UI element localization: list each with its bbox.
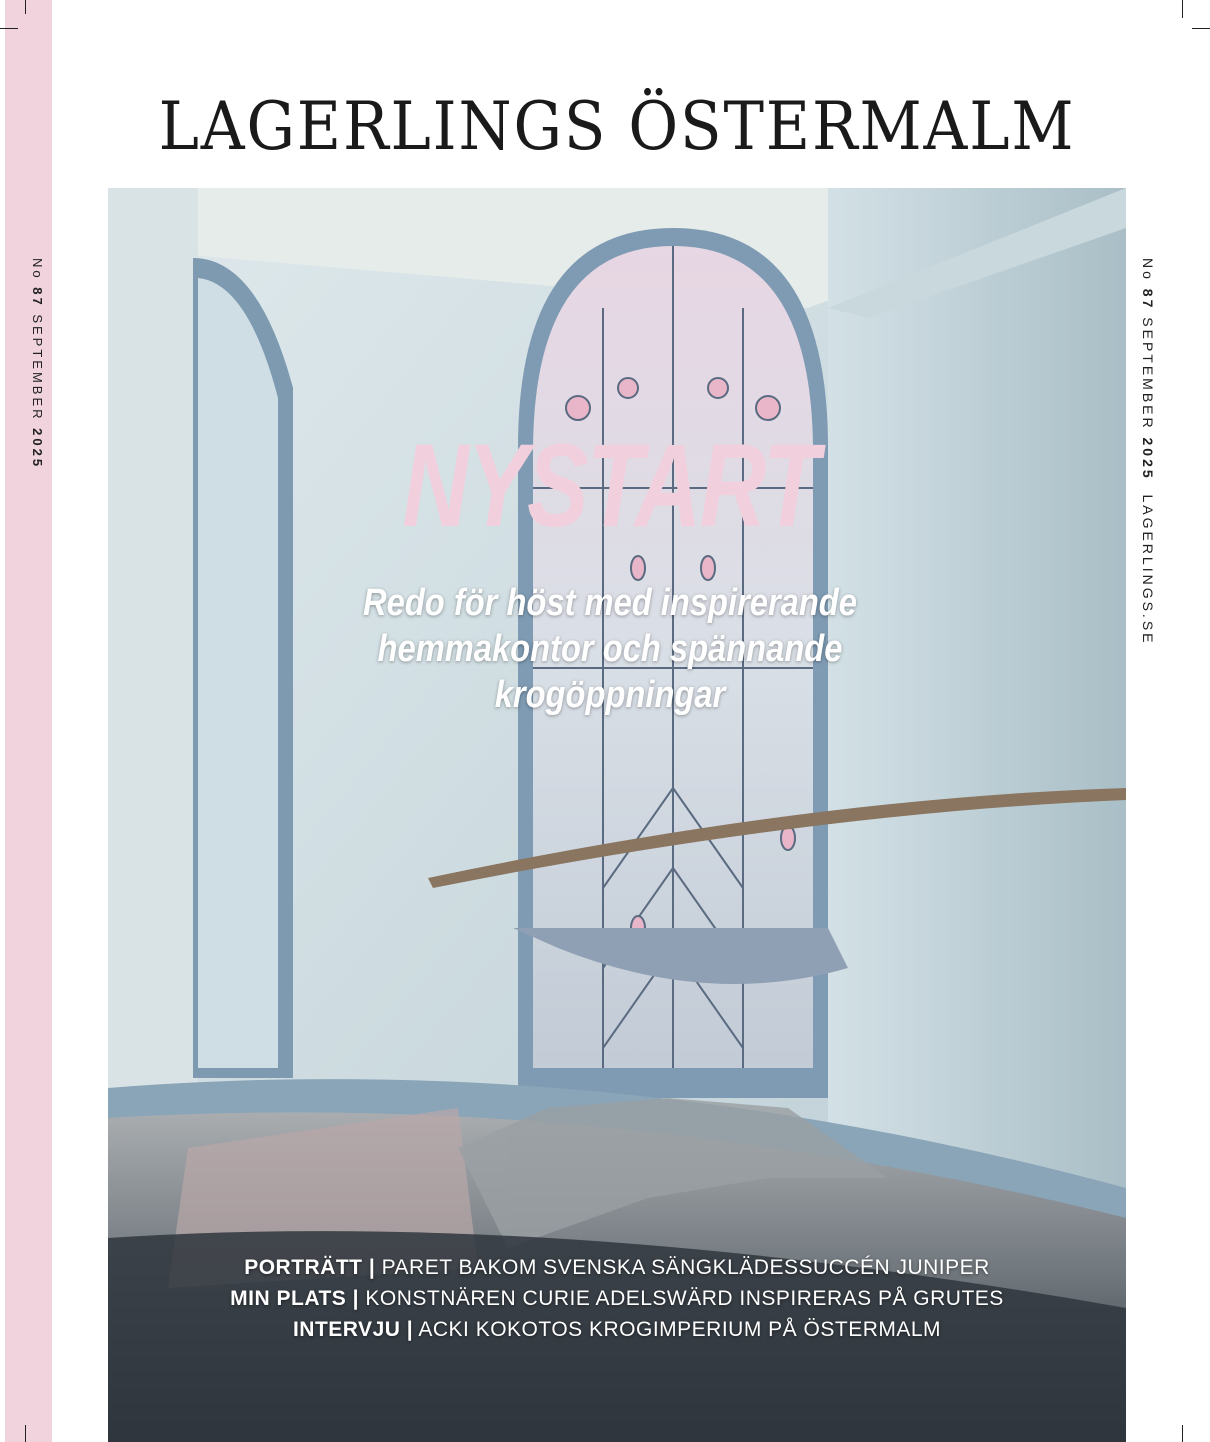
- pink-spine: [5, 0, 52, 1442]
- teaser-line: MIN PLATS | KONSTNÄREN CURIE ADELSWÄRD INSPIRERAS PÅ GRUTES: [230, 1287, 1004, 1310]
- teaser-line: PORTRÄTT | PARET BAKOM SVENSKA SÄNGKLÄDESSUCCÉN JUNIPER: [244, 1256, 990, 1279]
- cover-subheadline: Redo för höst med inspirerande hemmakontor och spännande krogöppningar: [363, 582, 857, 716]
- masthead: LAGERLINGS ÖSTERMALM: [158, 88, 1076, 165]
- teaser-line: INTERVJU | ACKI KOKOTOS KROGIMPERIUM PÅ ÖSTERMALM: [292, 1318, 942, 1341]
- crop-mark: [25, 0, 26, 14]
- cover-headline: NYSTART: [402, 420, 818, 552]
- crop-mark: [1182, 1425, 1183, 1442]
- crop-mark: [25, 1425, 26, 1442]
- crop-mark: [0, 28, 18, 29]
- spine-issue-left: No 87 SEPTEMBER 2025: [30, 258, 45, 470]
- crop-mark: [1192, 28, 1210, 29]
- spine-issue-right: No 87 SEPTEMBER 2025 LAGERLINGS.SE: [1140, 258, 1156, 646]
- crop-mark: [1182, 0, 1183, 18]
- cover-teasers: [108, 1252, 1126, 1345]
